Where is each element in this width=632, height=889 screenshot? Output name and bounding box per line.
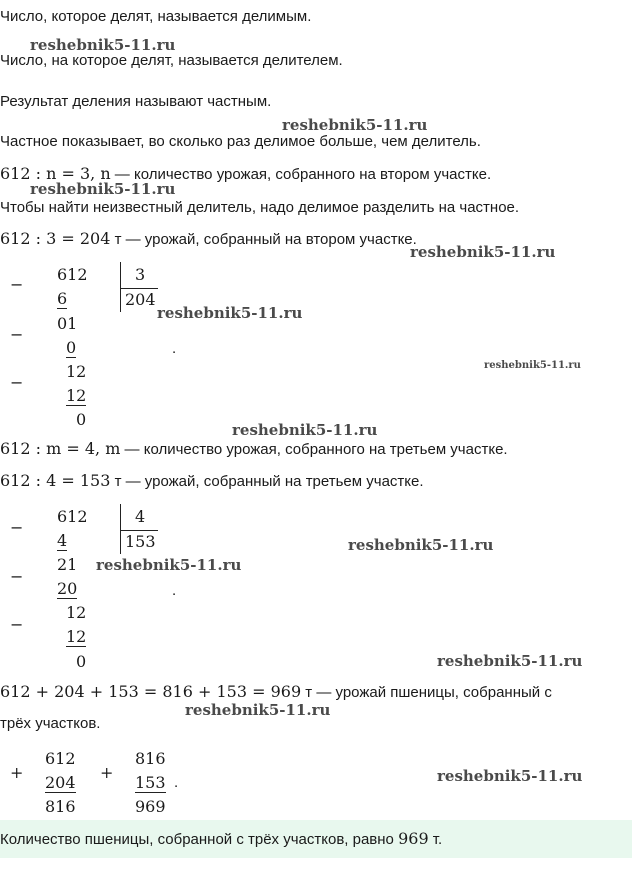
watermark: reshebnik5-11.ru	[410, 243, 556, 261]
watermark: reshebnik5-11.ru	[232, 421, 378, 439]
remainder: 12	[66, 362, 87, 381]
text-line-6: Чтобы найти неизвестный делитель, надо делимое разделить на частное.	[0, 199, 520, 216]
divisor-line	[120, 530, 158, 531]
divisor-line	[120, 288, 158, 289]
equation-text: т — урожай пшеницы, собранный с	[301, 684, 552, 701]
minus-sign: −	[10, 373, 24, 392]
subtrahend: 20	[57, 579, 78, 598]
remainder: 12	[66, 603, 87, 622]
watermark: reshebnik5-11.ru	[30, 36, 176, 54]
text-line-4: Частное показывает, во сколько раз делимое больше, чем делитель.	[0, 133, 481, 150]
equation-line-8	[0, 440, 508, 459]
addend: 612	[45, 749, 76, 768]
division-bar	[120, 504, 121, 554]
watermark: reshebnik5-11.ru	[96, 556, 242, 574]
watermark: reshebnik5-11.ru	[157, 304, 303, 322]
answer-text: Количество пшеницы, собранной с трёх участков, равно	[0, 831, 399, 848]
addend: 816	[135, 749, 166, 768]
answer-unit: т.	[428, 831, 443, 848]
subtrahend: 0	[66, 338, 77, 357]
plus-sign: +	[100, 763, 114, 782]
text-line-11: трёх участков.	[0, 715, 101, 732]
answer-line	[0, 830, 442, 849]
period: .	[172, 582, 177, 599]
equation-text: т — урожай, собранный на втором участке.	[110, 231, 417, 248]
watermark: reshebnik5-11.ru	[437, 767, 583, 785]
watermark: reshebnik5-11.ru	[30, 180, 176, 198]
minus-sign: −	[10, 615, 24, 634]
subtrahend: 12	[66, 627, 87, 646]
plus-sign: +	[10, 763, 24, 782]
dividend: 612	[57, 507, 88, 526]
addend: 204	[45, 773, 76, 792]
remainder: 21	[57, 555, 78, 574]
text-line-3: Результат деления называют частным.	[0, 93, 272, 110]
subtrahend: 4	[57, 531, 68, 550]
equation-text: — количество урожая, собранного на втором участке.	[110, 166, 492, 183]
equation-text: — количество урожая, собранного на третьем участке.	[120, 441, 508, 458]
equation-text: т — урожай, собранный на третьем участке.	[110, 473, 424, 490]
remainder: 0	[76, 410, 87, 429]
addend: 153	[135, 773, 166, 792]
answer-box	[0, 820, 632, 858]
equation-line-9	[0, 472, 424, 491]
division-bar	[120, 262, 121, 312]
quotient: 153	[125, 532, 156, 551]
text-line-1: Число, которое делят, называется делимым.	[0, 8, 312, 25]
quotient: 204	[125, 290, 156, 309]
minus-sign: −	[10, 275, 24, 294]
sum: 969	[135, 797, 166, 816]
sum: 816	[45, 797, 76, 816]
watermark: reshebnik5-11.ru	[185, 701, 331, 719]
subtrahend: 12	[66, 386, 87, 405]
divisor: 3	[135, 265, 146, 284]
equation-math: 612 : n = 3, n	[0, 164, 111, 183]
equation-line-10	[0, 683, 552, 702]
minus-sign: −	[10, 325, 24, 344]
remainder: 0	[76, 652, 87, 671]
equation-math: 612 : m = 4, m	[0, 439, 121, 458]
equation-line-7	[0, 230, 417, 249]
subtrahend: 6	[57, 289, 68, 308]
dividend: 612	[57, 265, 88, 284]
watermark: reshebnik5-11.ru	[348, 536, 494, 554]
answer-math: 969	[398, 829, 429, 848]
period: .	[174, 774, 179, 791]
divisor: 4	[135, 507, 146, 526]
period: .	[172, 340, 177, 357]
watermark: reshebnik5-11.ru	[484, 360, 581, 371]
equation-math: 612 : 3 = 204	[0, 229, 111, 248]
minus-sign: −	[10, 567, 24, 586]
equation-math: 612 + 204 + 153 = 816 + 153 = 969	[0, 682, 302, 701]
remainder: 01	[57, 314, 78, 333]
watermark: reshebnik5-11.ru	[437, 652, 583, 670]
minus-sign: −	[10, 518, 24, 537]
watermark: reshebnik5-11.ru	[282, 116, 428, 134]
equation-math: 612 : 4 = 153	[0, 471, 111, 490]
text-line-2: Число, на которое делят, называется делителем.	[0, 52, 343, 69]
